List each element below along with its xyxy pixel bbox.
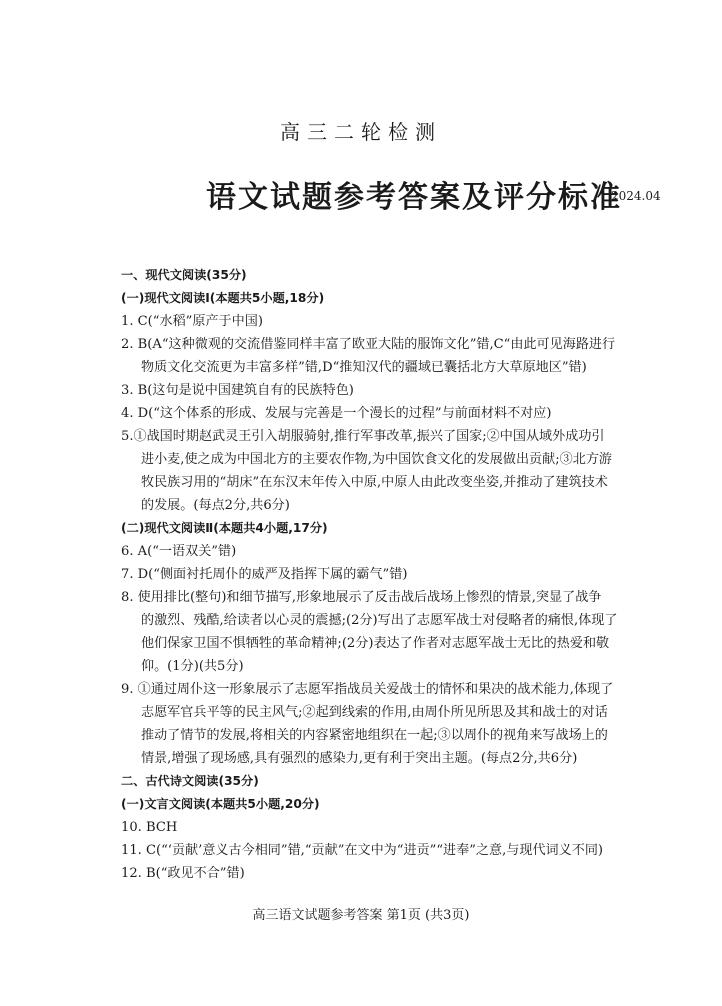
answer-line: 2. B(A“这种微观的交流借鉴同样丰富了欧亚大陆的服饰文化”错,C“由此可见海路进行: [121, 337, 616, 352]
answer-line: 3. B(这句是说中国建筑自有的民族特色): [121, 383, 354, 398]
answer-line: 推动了情节的发展,将相关的内容紧密地组织在一起;③以周仆的视角来写战场上的: [141, 728, 608, 743]
answer-line: 物质文化交流更为丰富多样”错,D“推知汉代的疆域已囊括北方大草原地区”错): [141, 360, 587, 375]
page-footer: 高三语文试题参考答案 第1页 (共3页): [252, 908, 470, 923]
answer-line: 他们保家卫国不惧牺牲的革命精神;(2分)表达了作者对志愿军战士无比的热爱和敬: [141, 636, 610, 651]
answer-line: 7. D(“侧面衬托周仆的威严及指挥下属的霸气”错): [121, 567, 408, 582]
answer-line: 12. B(“政见不合”错): [121, 866, 245, 881]
answer-line: 9. ①通过周仆这一形象展示了志愿军指战员关爱战士的情怀和果决的战术能力,体现了: [121, 682, 614, 697]
answer-line: 6. A(“一语双关”错): [121, 544, 237, 559]
section-heading: (二)现代文阅读Ⅱ(本题共4小题,17分): [121, 521, 328, 535]
answer-line: 11. C(“‘贡献’意义古今相同”错,“贡献”在文中为“进贡”“进奉”之意,与现代词义不同): [121, 843, 604, 858]
answer-line: 进小麦,使之成为中国北方的主要农作物,为中国饮食文化的发展做出贡献;③北方游: [141, 452, 613, 467]
document-date: 2024.04: [611, 189, 661, 203]
answer-line: 8. 使用排比(整句)和细节描写,形象地展示了反击战后战场上惨烈的情景,突显了战争: [121, 590, 602, 605]
section-heading: (一)文言文阅读(本题共5小题,20分): [121, 797, 320, 811]
document-title: 语文试题参考答案及评分标准: [206, 180, 622, 215]
section-heading: 二、古代诗文阅读(35分): [121, 774, 259, 788]
answer-line: 的激烈、残酷,给读者以心灵的震撼;(2分)写出了志愿军战士对侵略者的痛恨,体现了: [141, 613, 618, 628]
answer-line: 志愿军官兵平等的民主风气;②起到线索的作用,由周仆所见所思及其和战士的对话: [141, 705, 608, 720]
answer-line: 10. BCH: [121, 820, 178, 835]
section-heading: 一、现代文阅读(35分): [121, 268, 247, 282]
answer-line: 5.①战国时期赵武灵王引入胡服骑射,推行军事改革,振兴了国家;②中国从域外成功引: [121, 429, 605, 444]
answer-line: 的发展。(每点2分,共6分): [141, 498, 290, 513]
answer-line: 情景,增强了现场感,具有强烈的感染力,更有利于突出主题。(每点2分,共6分): [141, 751, 578, 766]
section-heading: (一)现代文阅读Ⅰ(本题共5小题,18分): [121, 291, 325, 305]
answer-line: 4. D(“这个体系的形成、发展与完善是一个漫长的过程”与前面材料不对应): [121, 406, 552, 421]
answer-line: 仰。(1分)(共5分): [141, 659, 244, 674]
answer-line: 牧民族习用的“胡床”在东汉末年传入中原,中原人由此改变坐姿,并推动了建筑技术: [141, 475, 608, 490]
answer-line: 1. C(“水稻”原产于中国): [121, 314, 263, 329]
answer-content: [121, 264, 661, 885]
document-subtitle: 高三二轮检测: [280, 120, 442, 144]
